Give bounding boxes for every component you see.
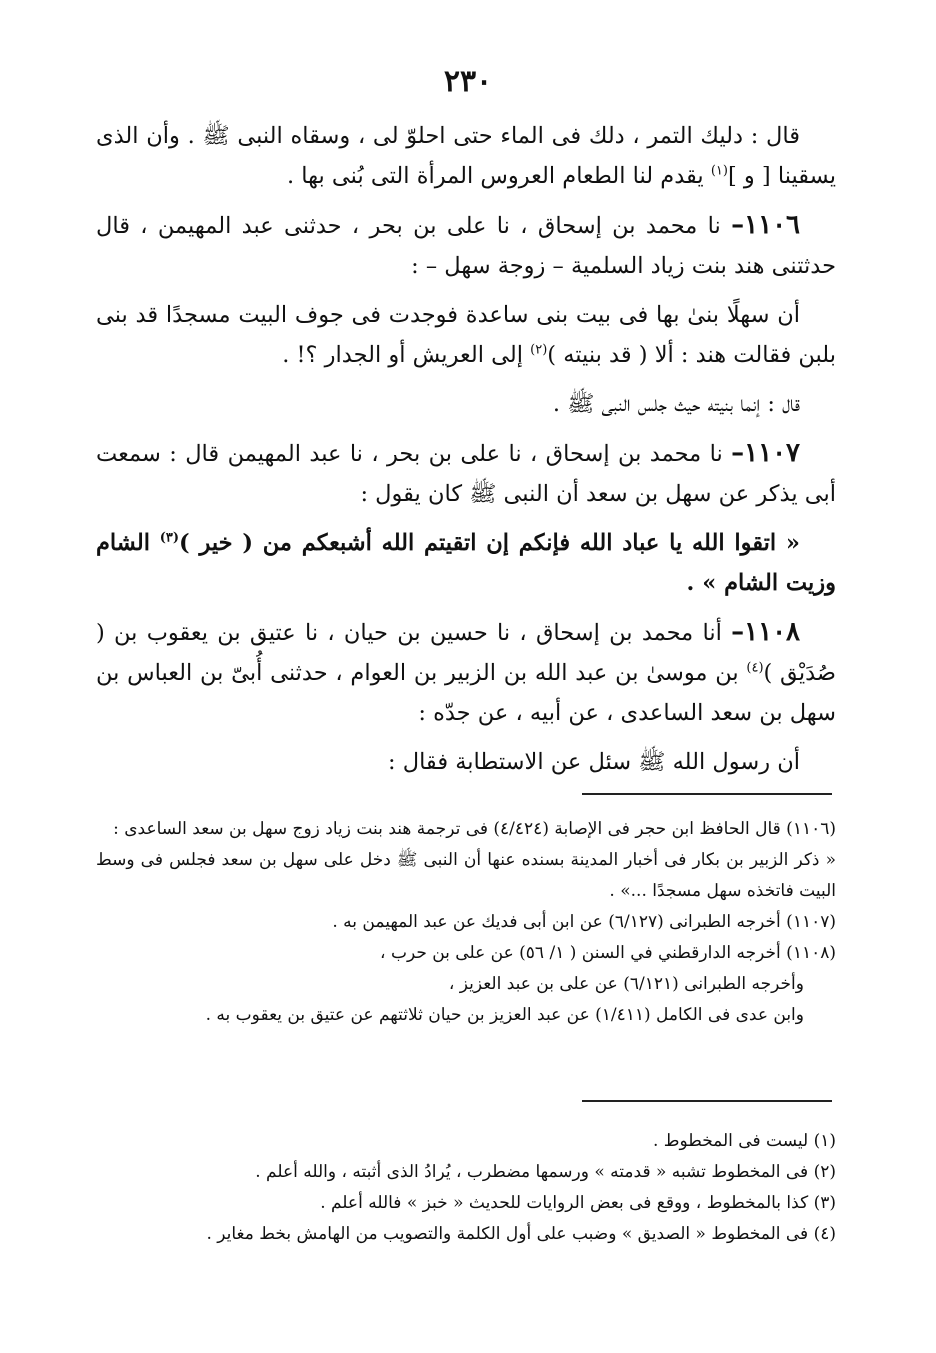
hadith-1108-isnad	[96, 612, 836, 733]
hadith-number-1107: ١١٠٧–	[731, 438, 800, 468]
paragraph-continuation	[96, 116, 836, 196]
takhrij-1106-b: « ذكر الزبير بن بكار فى أخبار المدينة بسنده عنها أن النبى ﷺ دخل على سهل بن سعد فجلس فى وسط البيت فاتخذه سهل مسجدًا ...» .	[96, 850, 836, 901]
hadith-1107-isnad-text: نا محمد بن إسحاق ، نا على بن بحر ، نا عبد المهيمن قال : سمعت أبى يذكر عن سهل بن سعد أن النبى ﷺ كان يقول :	[96, 441, 836, 507]
takhrij-divider	[582, 793, 832, 795]
footnote-3: (٣) كذا بالمخطوط ، ووقع فى بعض الروايات للحديث « خبز » فالله أعلم .	[320, 1193, 836, 1213]
hadith-1106-matn	[96, 295, 836, 375]
continuation-text-a: قال : دليك التمر ، دلك فى الماء حتى احلوّ لى ، وسقاه النبى ﷺ . وأن الذى يسقينا [ و ]	[96, 123, 836, 189]
takhrij-1108-a: (١١٠٨) أخرجه الدارقطني في السنن ( ١/ ٥٦) عن على بن حرب ،	[380, 943, 836, 963]
hadith-1106-isnad	[96, 205, 836, 286]
hadith-number-1108: ١١٠٨–	[731, 617, 800, 647]
hadith-1108-isnad-b: بن موسىٰ بن عبد الله بن الزبير بن العوام ، حدثنى أُبىّ بن العباس بن سهل بن سعد الساعدى ، عن أبيه ، عن جدّه :	[96, 660, 836, 726]
footnote-ref-4: (٤)	[746, 660, 764, 676]
hadith-number-1106: ١١٠٦–	[731, 210, 800, 240]
footnote-4: (٤) فى المخطوط « الصديق » وضبب على أول الكلمة والتصويب من الهامش بخط مغاير .	[206, 1224, 836, 1244]
continuation-text-b: يقدم لنا الطعام العروس المرأة التى بُنى بها .	[286, 163, 711, 189]
footnote-1: (١) ليست فى المخطوط .	[652, 1131, 836, 1151]
hadith-1106-matn-b: إلى العريش أو الجدار ؟! .	[282, 342, 531, 368]
takhrij-1106-a: (١١٠٦) قال الحافظ ابن حجر فى الإصابة (٤/٤٢٤) فى ترجمة هند بنت زياد زوج سهل بن سعد الساعدى :	[113, 819, 836, 839]
takhrij-notes	[96, 814, 836, 1031]
hadith-1107-matn-a: « اتقوا الله يا عباد الله فإنكم إن اتقيتم الله أشبعكم من ( خير )	[179, 530, 800, 556]
hadith-1106-matn-a: أن سهلًا بنىٰ بها فى بيت بنى ساعدة فوجدت فى جوف البيت مسجدًا قد بنى بلبن فقالت هند : ألا ( قد بنيته )	[96, 302, 836, 368]
hadith-1107-matn-b: الشام وزيت الشام » .	[96, 530, 836, 596]
hadith-1106-reply: قال : إنما بنيته حيث جلس النبى ﷺ .	[552, 391, 800, 417]
hadith-1106-isnad-text: نا محمد بن إسحاق ، نا على بن بحر ، حدثنى عبد المهيمن ، قال حدثتنى هند بنت زياد السلمية – زوجة سهل – :	[96, 213, 836, 279]
hadith-1107-matn	[96, 523, 836, 603]
takhrij-1107: (١١٠٧) أخرجه الطبرانى (٦/١٢٧) عن ابن أبى فديك عن عبد المهيمن به .	[332, 912, 836, 932]
takhrij-1108-b: وأخرجه الطبرانى (٦/١٢١) عن على بن عبد العزيز ،	[448, 974, 804, 994]
hadith-1108-isnad-a: أنا محمد بن إسحاق ، نا حسين بن حيان ، نا عتيق بن يعقوب بن ( صُدَيْق )	[96, 620, 837, 686]
main-text	[96, 116, 836, 791]
page-number: ٢٣٠	[443, 64, 493, 99]
footnote-2: (٢) فى المخطوط تشبه « قدمته » ورسمها مضطرب ، يُرادُ الذى أثبته ، والله أعلم .	[255, 1162, 836, 1182]
footnote-ref-3: (٣)	[159, 530, 180, 546]
footnote-divider	[582, 1100, 832, 1102]
footnote-ref-1: (١)	[710, 163, 728, 179]
hadith-1107-isnad	[96, 433, 836, 514]
footnotes	[96, 1126, 836, 1250]
takhrij-1108-c: وابن عدى فى الكامل (١/٤١١) عن عبد العزيز بن حيان ثلاثتهم عن عتيق بن يعقوب به .	[205, 1005, 804, 1025]
hadith-1108-matn: أن رسول الله ﷺ سئل عن الاستطابة فقال :	[388, 749, 800, 775]
footnote-ref-2: (٢)	[530, 342, 548, 358]
